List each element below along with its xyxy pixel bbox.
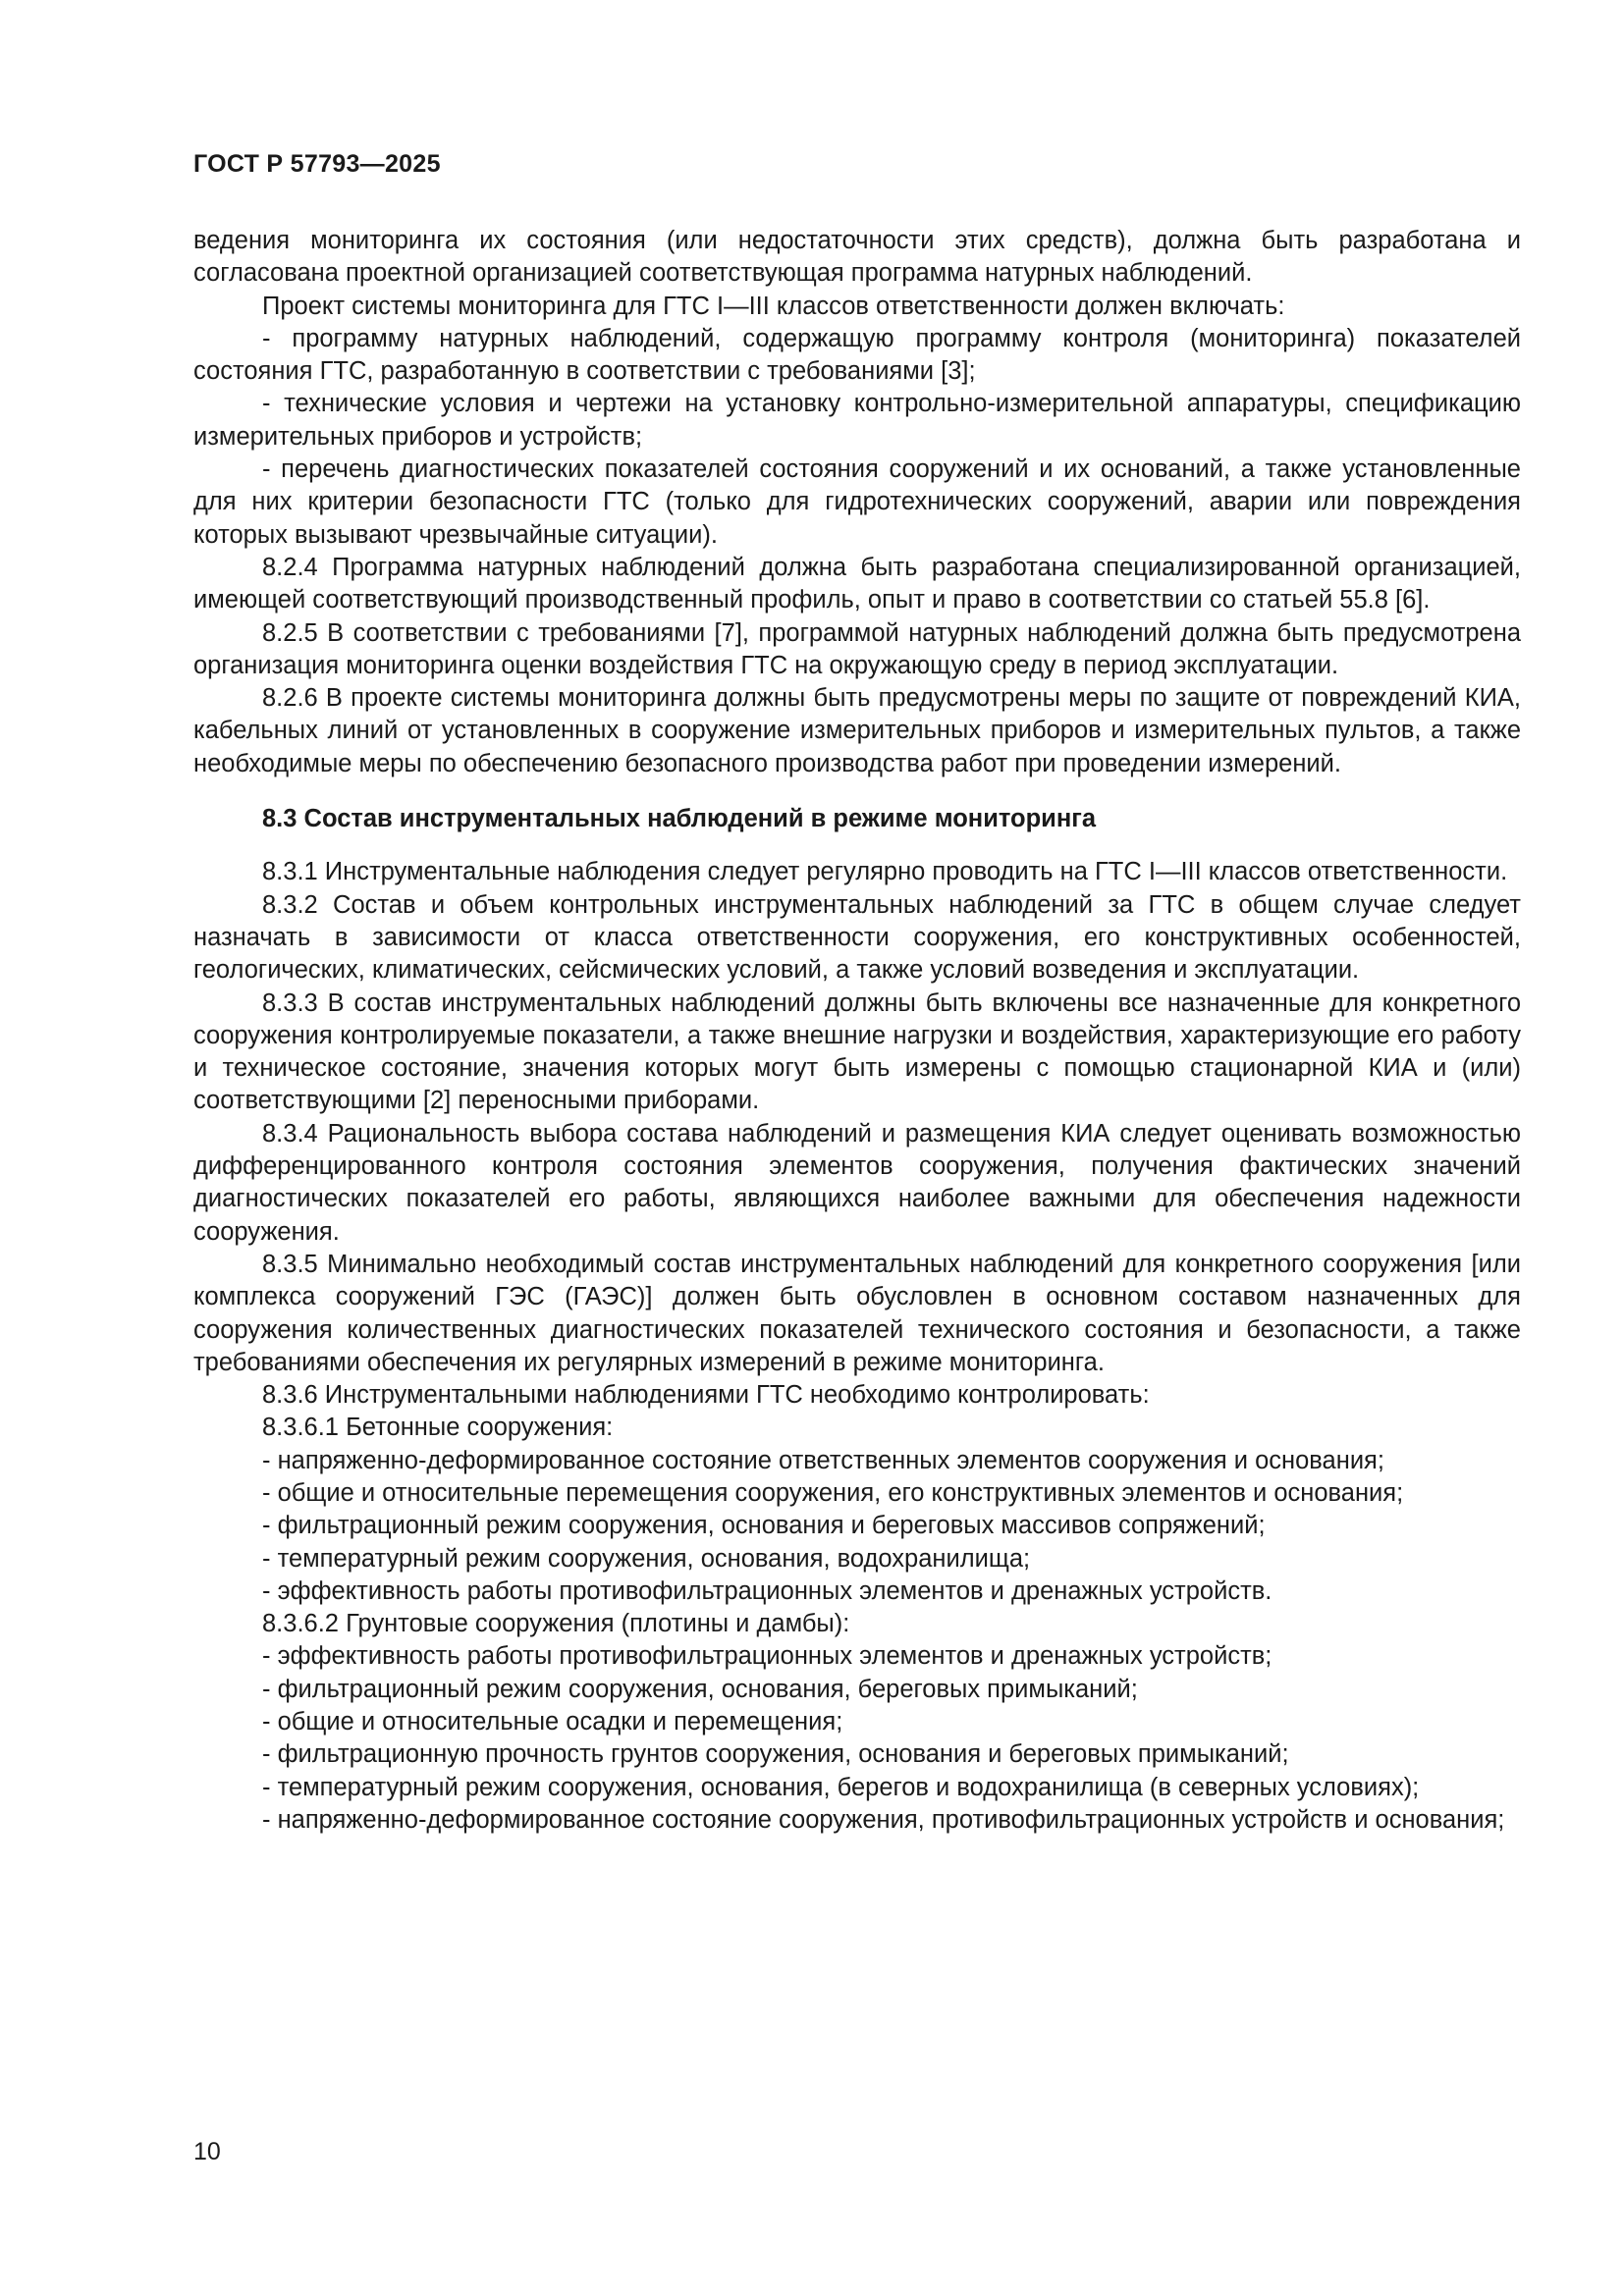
paragraph: ведения мониторинга их состояния (или недостаточности этих средств), должна быть разработана и согласована проектной организацией соответствующая программа натурных наблюдений. xyxy=(193,227,1521,288)
paragraph-8-2-6: 8.2.6 В проекте системы мониторинга должны быть предусмотрены меры по защите от повреждений КИА, кабельных линий от установленных в сооружение измерительных приборов и измерительных пультов, а также необходимые меры по обеспечению безопасного производства работ при проведении измерений. xyxy=(193,684,1521,777)
list-item: - напряженно-деформированное состояние сооружения, противофильтрационных устройств и основания; xyxy=(262,1805,1505,1834)
document-body xyxy=(193,225,1521,1837)
paragraph-8-3-3: 8.3.3 В состав инструментальных наблюдений должны быть включены все назначенные для конкретного сооружения контролируемые показатели, а также внешние нагрузки и воздействия, характеризующие его работу и техническое состояние, значения которых могут быть измерены с помощью стационарной КИА и (или) соответствующими [2] переносными приборами. xyxy=(193,988,1521,1115)
paragraph-8-3-6-2: 8.3.6.2 Грунтовые сооружения (плотины и дамбы): xyxy=(262,1610,850,1638)
list-item: - программу натурных наблюдений, содержащую программу контроля (мониторинга) показателей состояния ГТС, разработанную в соответствии с требованиями [3]; xyxy=(193,324,1521,386)
list-item: - перечень диагностических показателей состояния сооружений и их оснований, а также установленные для них критерии безопасности ГТС (только для гидротехнических сооружений, аварии или повреждения которых вызывают чрезвычайные ситуации). xyxy=(193,455,1521,549)
section-heading-8-3: 8.3 Состав инструментальных наблюдений в режиме мониторинга xyxy=(262,805,1097,833)
list-item: - фильтрационную прочность грунтов сооружения, основания и береговых примыканий; xyxy=(262,1740,1289,1769)
document-header: ГОСТ Р 57793—2025 xyxy=(193,150,441,178)
list-item: - общие и относительные перемещения сооружения, его конструктивных элементов и основания; xyxy=(262,1478,1404,1507)
list-item: - общие и относительные осадки и перемещения; xyxy=(262,1708,843,1736)
paragraph-8-3-5: 8.3.5 Минимально необходимый состав инструментальных наблюдений для конкретного сооружения [или комплекса сооружений ГЭС (ГАЭС)] должен быть обусловлен в основном составом назначенных для сооружения количественных диагностических показателей технического состояния и безопасности, а также требованиями обеспечения их регулярных измерений в режиме мониторинга. xyxy=(193,1250,1521,1376)
list-item: - температурный режим сооружения, основания, водохранилища; xyxy=(262,1544,1031,1573)
list-item: - фильтрационный режим сооружения, основания и береговых массивов сопряжений; xyxy=(262,1512,1266,1540)
list-item: - фильтрационный режим сооружения, основания, береговых примыканий; xyxy=(262,1675,1138,1703)
list-item: - температурный режим сооружения, основания, берегов и водохранилища (в северных условиях); xyxy=(262,1773,1420,1801)
paragraph-8-3-1: 8.3.1 Инструментальные наблюдения следует регулярно проводить на ГТС I—III классов ответственности. xyxy=(262,858,1508,886)
page-number: 10 xyxy=(193,2138,221,2165)
list-item: - эффективность работы противофильтрационных элементов и дренажных устройств; xyxy=(262,1642,1272,1671)
paragraph: Проект системы мониторинга для ГТС I—III классов ответственности должен включать: xyxy=(262,292,1285,320)
list-item: - эффективность работы противофильтрационных элементов и дренажных устройств. xyxy=(262,1576,1272,1605)
paragraph-8-3-6: 8.3.6 Инструментальными наблюдениями ГТС необходимо контролировать: xyxy=(262,1381,1150,1410)
paragraph-8-3-4: 8.3.4 Рациональность выбора состава наблюдений и размещения КИА следует оценивать возможностью дифференцированного контроля состояния элементов сооружения, получения фактических значений диагностических показателей его работы, являющихся наиболее важными для обеспечения надежности сооружения. xyxy=(193,1119,1521,1246)
list-item: - напряженно-деформированное состояние ответственных элементов сооружения и основания; xyxy=(262,1446,1384,1474)
paragraph-8-2-5: 8.2.5 В соответствии с требованиями [7], программой натурных наблюдений должна быть предусмотрена организация мониторинга оценки воздействия ГТС на окружающую среду в период эксплуатации. xyxy=(193,618,1521,679)
paragraph-8-3-2: 8.3.2 Состав и объем контрольных инструментальных наблюдений за ГТС в общем случае следует назначать в зависимости от класса ответственности сооружения, его конструктивных особенностей, геологических, климатических, сейсмических условий, а также условий возведения и эксплуатации. xyxy=(193,890,1521,985)
list-item: - технические условия и чертежи на установку контрольно-измерительной аппаратуры, спецификацию измерительных приборов и устройств; xyxy=(193,390,1521,451)
paragraph-8-2-4: 8.2.4 Программа натурных наблюдений должна быть разработана специализированной организацией, имеющей соответствующий производственный профиль, опыт и право в соответствии со статьей 55.8 [6]. xyxy=(193,553,1521,614)
paragraph-8-3-6-1: 8.3.6.1 Бетонные сооружения: xyxy=(262,1414,614,1442)
